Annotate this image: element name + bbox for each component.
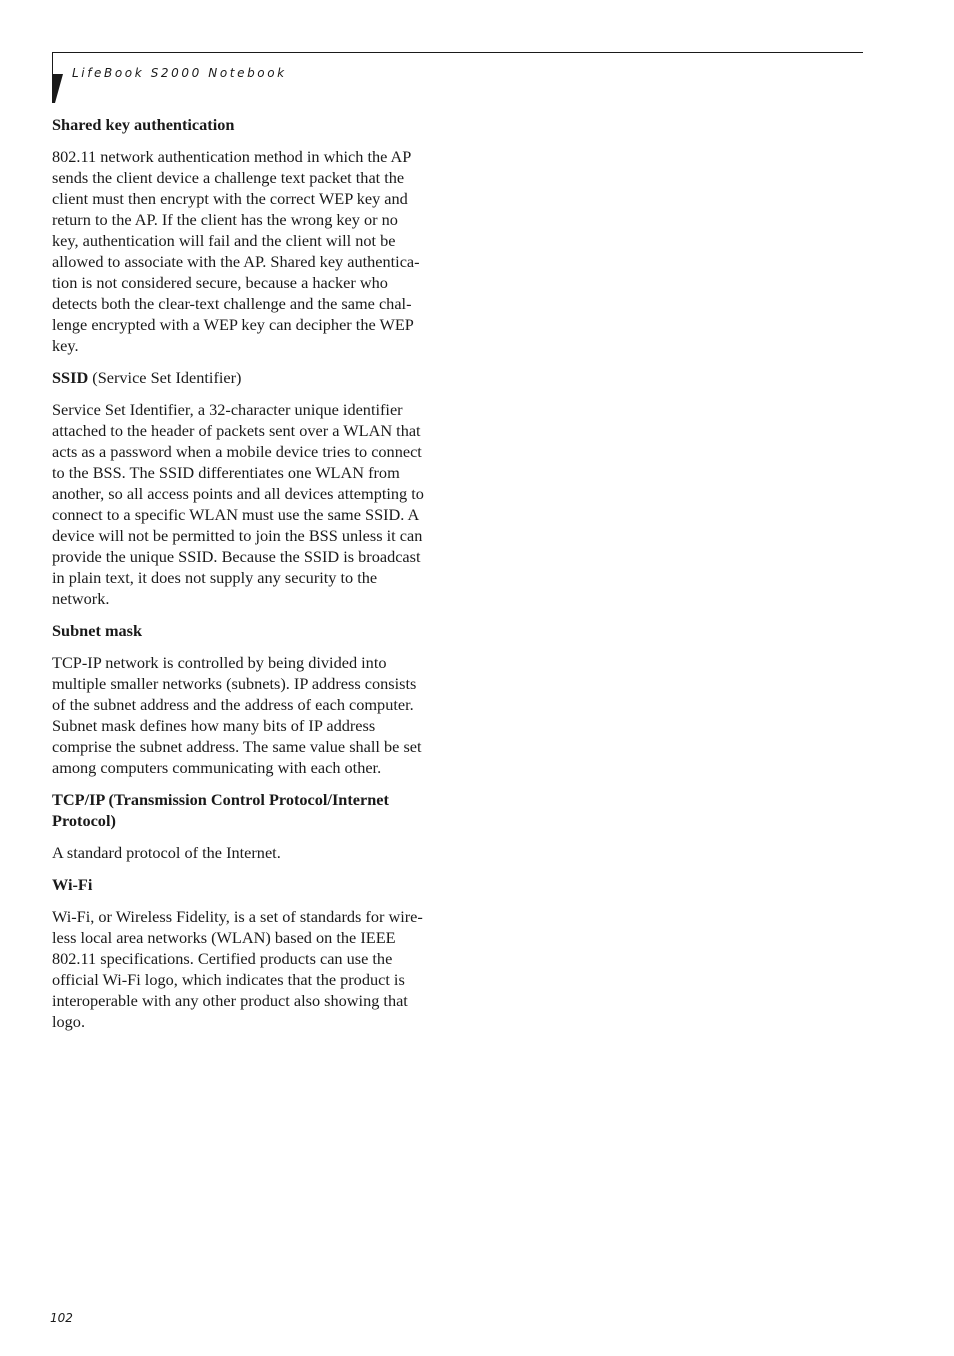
term-ssid-expansion: (Service Set Identifier) [88,368,242,387]
definition-line: Subnet mask defines how many bits of IP address [52,716,376,735]
definition-line: Wi-Fi, or Wireless Fidelity, is a set of standards for wire- [52,907,423,926]
definition-line: allowed to associate with the AP. Shared key authentica- [52,252,420,271]
definition-line: in plain text, it does not supply any security to the [52,568,378,587]
definition-line: interoperable with any other product also showing that [52,991,408,1010]
definition-line: connect to a specific WLAN must use the same SSID. A [52,505,420,524]
term-subnet-mask: Subnet mask [52,621,143,640]
header-rule [52,52,863,53]
term-wi-fi: Wi-Fi [52,875,93,894]
definition-line: to the BSS. The SSID differentiates one WLAN from [52,463,400,482]
definition-line: logo. [52,1012,86,1031]
definition-wi-fi [52,906,442,1032]
definition-line: 802.11 specifications. Certified products can use the [52,949,393,968]
glossary-column [52,114,442,1043]
definition-line: less local area networks (WLAN) based on the IEEE [52,928,396,947]
definition-line: return to the AP. If the client has the wrong key or no [52,210,398,229]
definition-tcp-ip [52,842,442,863]
definition-line: sends the client device a challenge text packet that the [52,168,405,187]
term-shared-key-authentication: Shared key authentication [52,115,235,134]
definition-line: among computers communicating with each other. [52,758,382,777]
definition-line: A standard protocol of the Internet. [52,843,281,862]
running-header: LifeBook S2000 Notebook [72,66,287,80]
term-line: TCP/IP (Transmission Control Protocol/Internet [52,790,389,809]
definition-line: attached to the header of packets sent over a WLAN that [52,421,421,440]
definition-line: detects both the clear-text challenge and the same chal- [52,294,412,313]
definition-line: key. [52,336,79,355]
definition-line: comprise the subnet address. The same value shall be set [52,737,422,756]
definition-line: network. [52,589,110,608]
definition-shared-key-authentication [52,146,442,356]
definition-line: device will not be permitted to join the BSS unless it can [52,526,423,545]
definition-line: Service Set Identifier, a 32-character unique identifier [52,400,403,419]
definition-line: of the subnet address and the address of each computer. [52,695,414,714]
header-corner-mark [52,74,63,103]
definition-line: official Wi-Fi logo, which indicates that the product is [52,970,405,989]
term-ssid [52,367,442,388]
definition-line: key, authentication will fail and the client will not be [52,231,396,250]
definition-line: multiple smaller networks (subnets). IP address consists [52,674,417,693]
definition-line: provide the unique SSID. Because the SSID is broadcast [52,547,421,566]
term-line: Protocol) [52,811,116,830]
term-tcp-ip [52,789,442,831]
definition-subnet-mask [52,652,442,778]
definition-line: another, so all access points and all devices attempting to [52,484,424,503]
definition-line: lenge encrypted with a WEP key can decipher the WEP [52,315,414,334]
definition-line: TCP-IP network is controlled by being divided into [52,653,387,672]
definition-line: tion is not considered secure, because a hacker who [52,273,388,292]
definition-line: acts as a password when a mobile device tries to connect [52,442,422,461]
definition-ssid [52,399,442,609]
page-number: 102 [50,1311,73,1325]
term-ssid-name: SSID [52,368,89,387]
definition-line: 802.11 network authentication method in which the AP [52,147,412,166]
header-rule-vertical [52,52,53,74]
definition-line: client must then encrypt with the correct WEP key and [52,189,408,208]
